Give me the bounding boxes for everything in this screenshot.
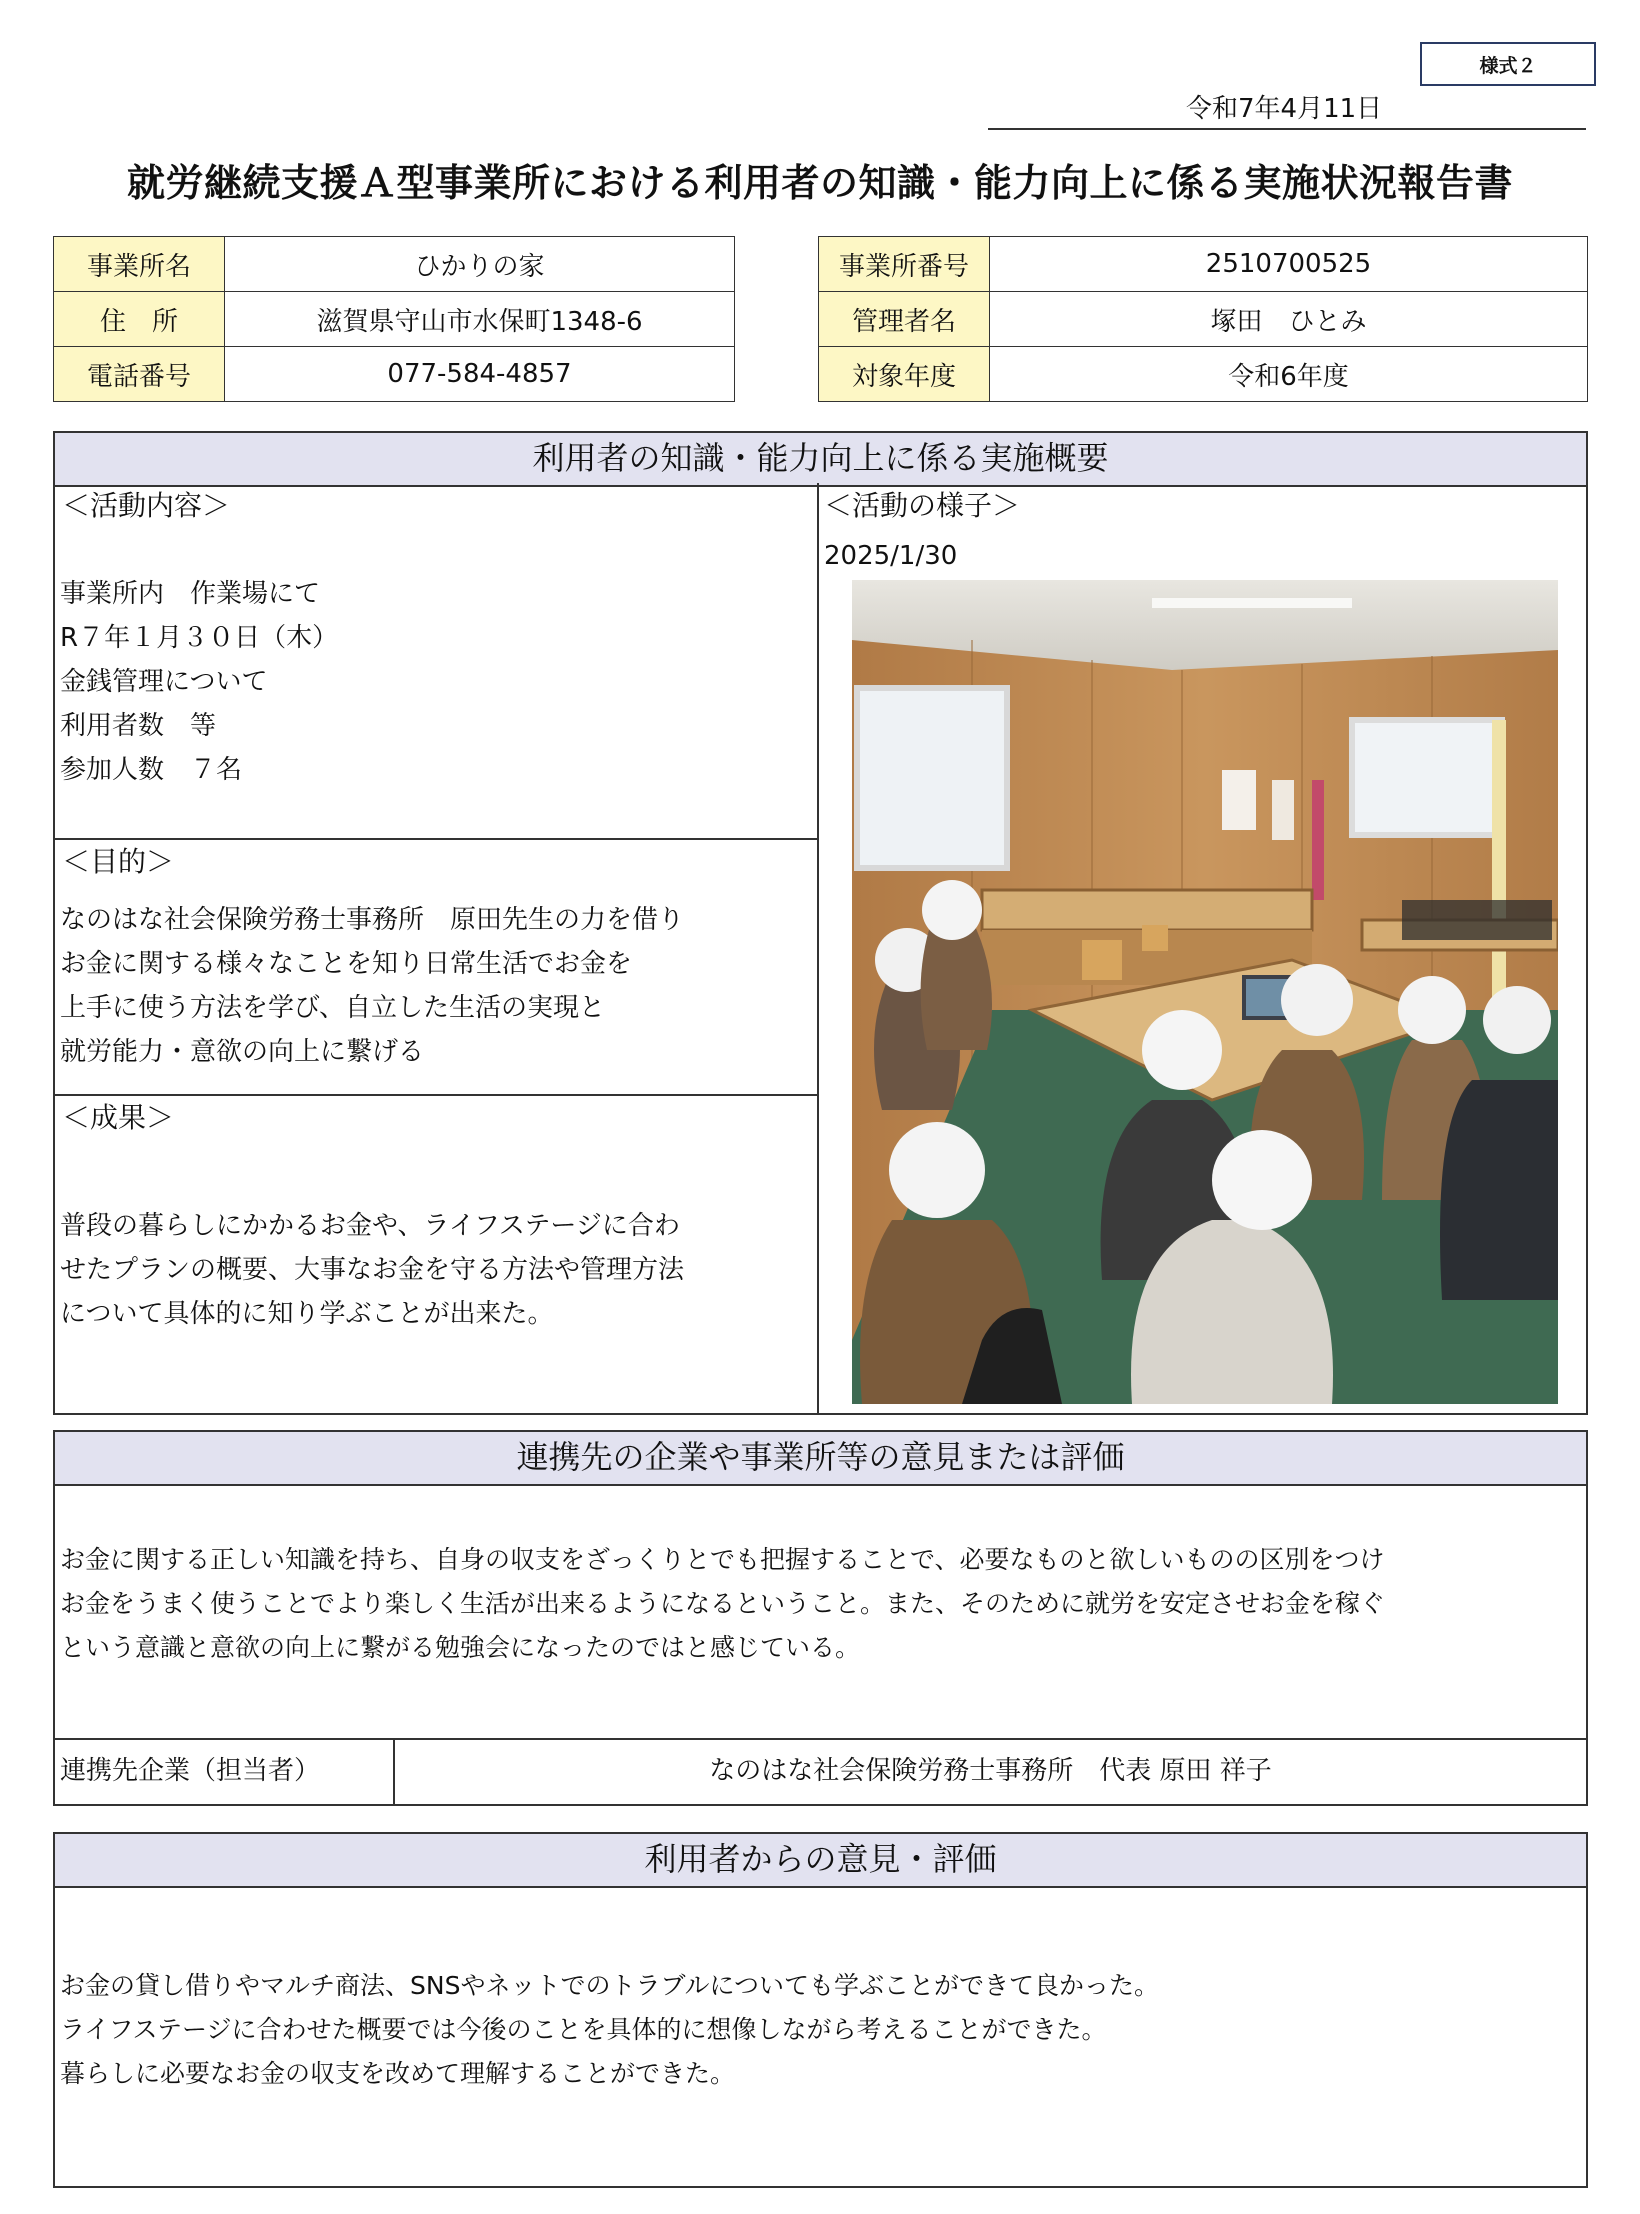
address-value: 滋賀県守山市水保町1348-6 (225, 292, 735, 347)
facility-id-table (818, 236, 1588, 402)
list-item: お金に関する様々なことを知り日常生活でお金を (60, 949, 633, 979)
list-item: 就労能力・意欲の向上に繋げる (60, 1037, 425, 1067)
manager-value: 塚田 ひとみ (990, 292, 1588, 347)
facility-name-label: 事業所名 (54, 237, 225, 292)
partner-evaluation-text (60, 1538, 1385, 1670)
list-item: について具体的に知り学ぶことが出来た。 (60, 1299, 554, 1329)
list-item: お金をうまく使うことでより楽しく生活が出来るようになるということ。また、そのために就労を安定させお金を稼ぐ (60, 1589, 1386, 1618)
table-row (54, 237, 735, 292)
result-label: ＜成果＞ (62, 1101, 175, 1134)
table-row (54, 292, 735, 347)
facility-number-label: 事業所番号 (819, 237, 990, 292)
list-item: せたプランの概要、大事なお金を守る方法や管理方法 (60, 1255, 685, 1285)
activity-label: ＜活動内容＞ (62, 489, 231, 522)
list-item: 金銭管理について (60, 667, 268, 697)
purpose-details (60, 898, 684, 1074)
table-row (819, 237, 1588, 292)
list-item: という意識と意欲の向上に繋がる勉強会になったのではと感じている。 (60, 1633, 861, 1662)
partner-contact-label: 連携先企業（担当者） (60, 1756, 321, 1786)
list-item: 事業所内 作業場にて (60, 579, 321, 609)
table-row (54, 347, 735, 402)
partner-evaluation-header: 連携先の企業や事業所等の意見または評価 (55, 1432, 1586, 1486)
facility-info-table (53, 236, 735, 402)
list-item: 参加人数 ７名 (60, 755, 243, 785)
list-item: なのはな社会保険労務士事務所 原田先生の力を借り (60, 905, 685, 935)
list-item: 利用者数 等 (60, 711, 217, 741)
list-item: R７年１月３０日（木） (60, 623, 339, 653)
page-title: 就労継続支援Ａ型事業所における利用者の知識・能力向上に係る実施状況報告書 (126, 161, 1513, 205)
list-item: ライフステージに合わせた概要では今後のことを具体的に想像しながら考えることができた。 (60, 2015, 1107, 2044)
report-date: 令和7年4月11日 (1186, 94, 1383, 124)
fiscal-year-label: 対象年度 (819, 347, 990, 402)
list-item: 普段の暮らしにかかるお金や、ライフステージに合わ (60, 1211, 680, 1241)
facility-number-value: 2510700525 (990, 237, 1588, 292)
result-details (60, 1204, 684, 1336)
activity-photo (852, 580, 1558, 1404)
purpose-label: ＜目的＞ (62, 845, 175, 878)
overview-header: 利用者の知識・能力向上に係る実施概要 (55, 433, 1586, 487)
address-label: 住 所 (54, 292, 225, 347)
partner-contact-value: なのはな社会保険労務士事務所 代表 原田 祥子 (709, 1756, 1272, 1786)
manager-label: 管理者名 (819, 292, 990, 347)
list-item: お金に関する正しい知識を持ち、自身の収支をざっくりとでも把握することで、必要なものと欲しいものの区別をつけ (60, 1545, 1385, 1574)
phone-value: 077-584-4857 (225, 347, 735, 402)
list-item: 暮らしに必要なお金の収支を改めて理解することができた。 (60, 2059, 736, 2088)
photo-date: 2025/1/30 (824, 541, 958, 571)
table-row (819, 347, 1588, 402)
list-item: 上手に使う方法を学び、自立した生活の実現と (60, 993, 605, 1023)
facility-name-value: ひかりの家 (225, 237, 735, 292)
fiscal-year-value: 令和6年度 (990, 347, 1588, 402)
phone-label: 電話番号 (54, 347, 225, 402)
list-item: お金の貸し借りやマルチ商法、SNSやネットでのトラブルについても学ぶことができて良かった。 (60, 1971, 1159, 2000)
overview-divider-vertical (817, 483, 819, 1415)
photo-label: ＜活動の様子＞ (824, 489, 1021, 522)
table-row (819, 292, 1588, 347)
user-feedback-text (60, 1964, 1159, 2096)
activity-details (60, 572, 338, 792)
form-number-tag: 様式２ (1420, 42, 1596, 86)
user-feedback-header: 利用者からの意見・評価 (55, 1834, 1586, 1888)
date-underline (988, 128, 1586, 130)
